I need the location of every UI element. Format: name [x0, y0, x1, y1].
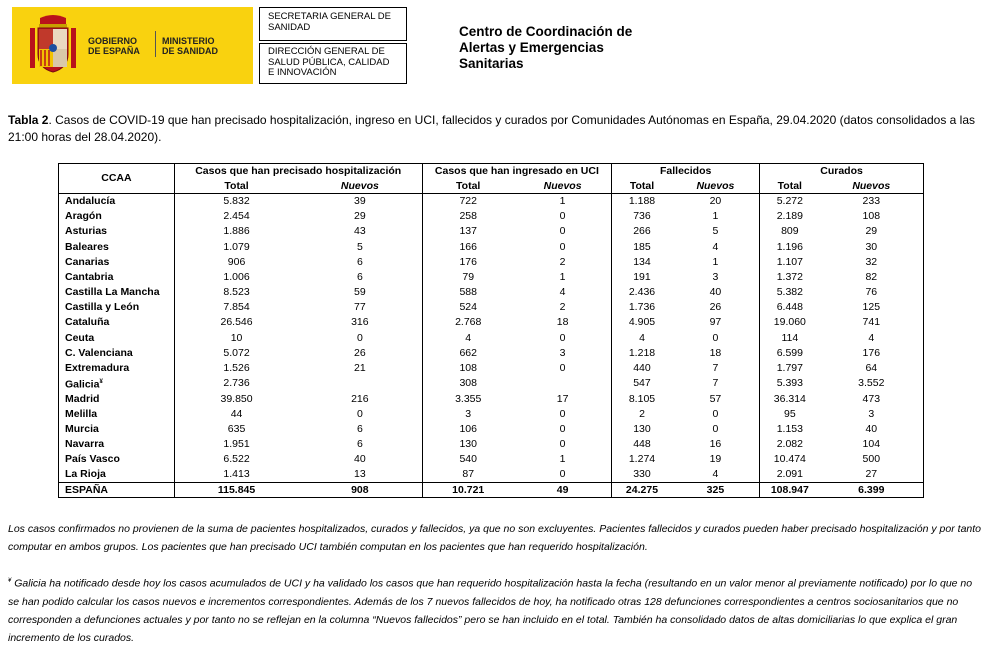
cell-nuevos: 0	[298, 331, 422, 346]
cell-total: 1.196	[776, 240, 803, 253]
table-row	[59, 315, 924, 330]
cell-total: 130	[633, 423, 651, 436]
note-galicia-text: Galicia ha notificado desde hoy los casos acumulados de UCI y ha validado los casos que han requerido hospitalización hasta la fecha (resultando en un valor menor al previamente notificado) por lo que no se han podido calcular los casos nuevos e incrementos correspondientes. Además de los 7 nuevos fallecidos de hoy, ha notificado otras 128 defunciones correspondientes a centros sociosanitarios que no corresponden a defunciones actuales y por tanto no se reflejan en la columna “Nuevos fallecidos” pero se han incluido en el total. También ha consolidado datos de altas domiciliarias lo que explica el gran incremento de los curados.	[8, 577, 973, 644]
cell-total: 5.272	[776, 195, 803, 208]
cell-nuevos: 6	[298, 437, 422, 452]
cell-nuevos: 3	[820, 407, 924, 422]
cell-nuevos: 1	[514, 194, 612, 209]
direccion-box: DIRECCIÓN GENERAL DE SALUD PÚBLICA, CALIDAD E INNOVACIÓN	[259, 43, 407, 84]
cell-nuevos: 39	[298, 194, 422, 209]
table-row	[59, 239, 924, 254]
ccaa-name	[59, 300, 175, 315]
cell-total: 1.797	[776, 362, 803, 375]
ccaa-name-text: Melilla	[65, 407, 98, 420]
cell-total: 2.436	[628, 286, 656, 299]
ccaa-name	[59, 407, 175, 422]
coat-of-arms-icon	[30, 14, 76, 76]
cell-nuevos: 0	[514, 437, 612, 452]
table-row	[59, 437, 924, 452]
ccaa-name	[59, 346, 175, 361]
cell-nuevos: 29	[298, 209, 422, 224]
cell-total: 185	[633, 240, 651, 253]
cell-nuevos: 176	[820, 346, 924, 361]
group-header-uci: Casos que han ingresado en UCI	[422, 164, 612, 179]
cell-nuevos: 500	[820, 452, 924, 467]
cell-total: 1.107	[776, 255, 803, 268]
note-galicia	[8, 572, 984, 647]
ccaa-name-text: País Vasco	[65, 453, 120, 466]
table-row	[59, 331, 924, 346]
cell-nuevos: 64	[820, 361, 924, 376]
note-general: Los casos confirmados no provienen de la suma de pacientes hospitalizados, curados y fallecidos, ya que no son excluyentes. Pacientes fallecidos y curados pueden haber precisado hospitalización y por tanto computar en ambos grupos. Los pacientes que han precisado UCI también computan en los pacientes que han requerido hospitalización.	[8, 523, 982, 553]
cell-nuevos: 7	[672, 361, 760, 376]
cell-total: 108	[459, 362, 477, 375]
cell-nuevos: 741	[820, 315, 924, 330]
ccaa-name	[59, 361, 175, 376]
table-row	[59, 194, 924, 209]
ccaa-name	[59, 315, 175, 330]
cell-nuevos: 125	[820, 300, 924, 315]
cell-nuevos: 1	[514, 452, 612, 467]
ccaa-name	[59, 437, 175, 452]
cell-total: 130	[459, 438, 477, 451]
subheader-nuevos: Nuevos	[672, 179, 760, 194]
cell-nuevos: 16	[672, 437, 760, 452]
ccaa-name-text: C. Valenciana	[65, 346, 133, 359]
cell-total: 2	[639, 407, 645, 420]
cell-nuevos: 26	[298, 346, 422, 361]
cell-nuevos: 108	[820, 209, 924, 224]
ccaa-name-text: Canarias	[65, 255, 110, 268]
ccaa-name	[59, 194, 175, 209]
table-row	[59, 255, 924, 270]
cell-total: 134	[633, 255, 651, 268]
note-mark: ¥	[8, 578, 12, 584]
cell-total: 10	[230, 331, 243, 344]
cell-nuevos: 0	[514, 361, 612, 376]
cell-total: 2.768	[455, 316, 482, 329]
cell-nuevos: 1	[514, 270, 612, 285]
cell-total: 6.599	[776, 346, 803, 359]
caption-text: . Casos de COVID-19 que han precisado hospitalización, ingreso en UCI, fallecidos y curados por Comunidades Autónomas en España, 29.04.2020 (datos consolidados a las 21:00 horas del 28.04.2020).	[8, 113, 976, 144]
subheader-total: Total	[760, 179, 820, 194]
cell-nuevos: 59	[298, 285, 422, 300]
cell-nuevos: 27	[820, 468, 924, 483]
cell-nuevos: 6.399	[820, 483, 924, 498]
cell-total: 191	[633, 270, 651, 283]
cell-nuevos: 30	[820, 239, 924, 254]
cell-nuevos: 29	[820, 224, 924, 239]
cell-nuevos: 325	[672, 483, 760, 498]
cell-nuevos: 0	[514, 331, 612, 346]
cell-nuevos: 5	[298, 239, 422, 254]
cell-total: 809	[781, 225, 799, 238]
cell-nuevos: 6	[298, 255, 422, 270]
cell-total: 3	[465, 407, 472, 420]
cell-total: 3.355	[455, 392, 482, 405]
ccaa-name-text: Aragón	[65, 210, 102, 223]
ccaa-name	[59, 331, 175, 346]
ccaa-name	[59, 376, 175, 392]
cell-total: 635	[227, 423, 246, 436]
cell-nuevos: 7	[672, 376, 760, 392]
cell-nuevos: 0	[514, 422, 612, 437]
ccaa-name	[59, 255, 175, 270]
subheader-nuevos: Nuevos	[820, 179, 924, 194]
logo-divider	[155, 31, 156, 57]
table-caption	[8, 112, 984, 146]
ccaa-name	[59, 285, 175, 300]
ccaa-name	[59, 392, 175, 407]
cell-nuevos: 0	[514, 407, 612, 422]
cell-nuevos: 3	[514, 346, 612, 361]
cell-total: 7.854	[223, 301, 250, 314]
cell-total: 2.091	[776, 468, 803, 481]
cell-total: 19.060	[773, 316, 806, 329]
cell-total: 166	[459, 240, 477, 253]
cell-total: 137	[459, 225, 477, 238]
cell-nuevos: 3.552	[820, 376, 924, 392]
cell-total: 6.522	[223, 453, 250, 466]
cell-nuevos: 908	[298, 483, 422, 498]
table-row	[59, 407, 924, 422]
cell-total: 5.393	[776, 377, 803, 390]
cell-total: 1.736	[628, 301, 656, 314]
cell-nuevos: 76	[820, 285, 924, 300]
cell-total: 5.072	[223, 346, 250, 359]
cell-nuevos: 40	[298, 452, 422, 467]
cell-nuevos: 2	[514, 255, 612, 270]
table-row	[59, 468, 924, 483]
cell-total: 1.372	[776, 270, 803, 283]
cell-total: 2.736	[223, 377, 250, 390]
cell-nuevos: 26	[672, 300, 760, 315]
cell-nuevos: 0	[514, 224, 612, 239]
table-row	[59, 392, 924, 407]
cell-nuevos: 104	[820, 437, 924, 452]
ccaa-name	[59, 452, 175, 467]
ccaa-name	[59, 468, 175, 483]
cell-total: 44	[230, 407, 243, 420]
subheader-total: Total	[422, 179, 514, 194]
table-row	[59, 270, 924, 285]
cell-total: 588	[459, 286, 477, 299]
table-row	[59, 346, 924, 361]
cell-nuevos: 0	[672, 407, 760, 422]
subheader-nuevos: Nuevos	[298, 179, 422, 194]
cell-nuevos: 0	[672, 422, 760, 437]
cell-nuevos: 40	[820, 422, 924, 437]
ccaa-name-text: Castilla y León	[65, 301, 140, 314]
cell-nuevos: 1	[672, 255, 760, 270]
cell-nuevos: 57	[672, 392, 760, 407]
cell-total: 114	[781, 331, 799, 344]
center-title: Centro de Coordinación de Alertas y Emergencias Sanitarias	[459, 24, 633, 71]
ccaa-name-text: Andalucía	[65, 195, 116, 208]
ccaa-name	[59, 483, 175, 498]
cell-nuevos: 216	[298, 392, 422, 407]
cell-total: 547	[633, 377, 651, 390]
ccaa-name-text: Baleares	[65, 240, 109, 253]
cell-total: 258	[459, 210, 477, 223]
ccaa-name-text: Cataluña	[65, 316, 110, 329]
ccaa-name-text: Castilla La Mancha	[65, 286, 160, 299]
cell-nuevos: 4	[820, 331, 924, 346]
cell-total: 108.947	[760, 483, 820, 498]
cell-total: 1.079	[223, 240, 250, 253]
cell-total: 5.832	[223, 195, 250, 208]
cell-nuevos: 6	[298, 270, 422, 285]
cell-total: 266	[633, 225, 651, 238]
table-row	[59, 376, 924, 392]
group-header-hosp: Casos que han precisado hospitalización	[174, 164, 422, 179]
cell-total: 8.523	[223, 286, 250, 299]
cell-nuevos: 6	[298, 422, 422, 437]
cell-nuevos: 21	[298, 361, 422, 376]
cell-nuevos: 1	[672, 209, 760, 224]
cell-total: 106	[459, 423, 477, 436]
gov-text-ministerio: MINISTERIO DE SANIDAD	[162, 36, 219, 56]
cell-total: 39.850	[220, 392, 253, 405]
cell-total: 1.951	[223, 438, 250, 451]
cell-nuevos: 77	[298, 300, 422, 315]
ccaa-name-text: Galicia	[65, 378, 100, 391]
table-row	[59, 361, 924, 376]
table-row	[59, 300, 924, 315]
cell-total: 540	[459, 453, 477, 466]
table-row	[59, 285, 924, 300]
cell-nuevos: 4	[672, 239, 760, 254]
cell-nuevos: 0	[298, 407, 422, 422]
cell-nuevos: 4	[514, 285, 612, 300]
ccaa-name-text: Madrid	[65, 392, 100, 405]
cell-total: 2.454	[223, 210, 250, 223]
cell-total: 1.526	[223, 362, 250, 375]
cell-total: 4.905	[628, 316, 656, 329]
cell-total: 79	[462, 270, 475, 283]
cell-nuevos	[298, 376, 422, 392]
cell-total: 440	[633, 362, 651, 375]
cell-total: 1.218	[628, 346, 656, 359]
group-header-fallecidos: Fallecidos	[612, 164, 760, 179]
cell-nuevos: 0	[514, 239, 612, 254]
cell-total: 10.474	[773, 453, 806, 466]
cell-total: 36.314	[773, 392, 806, 405]
cell-total: 26.546	[220, 316, 253, 329]
cell-nuevos: 5	[672, 224, 760, 239]
cell-nuevos: 2	[514, 300, 612, 315]
cell-total: 10.721	[422, 483, 514, 498]
cell-total: 5.382	[776, 286, 803, 299]
ccaa-name-text: Cantabria	[65, 270, 114, 283]
cell-total: 662	[459, 346, 477, 359]
ccaa-name-text: Extremadura	[65, 362, 130, 375]
ccaa-name	[59, 209, 175, 224]
cell-total: 524	[459, 301, 477, 314]
caption-label: Tabla 2	[8, 113, 49, 127]
covid-table	[58, 163, 924, 498]
table-row	[59, 452, 924, 467]
cell-total: 2.189	[776, 210, 803, 223]
cell-nuevos: 19	[672, 452, 760, 467]
cell-total: 1.886	[223, 225, 250, 238]
subheader-row	[59, 179, 924, 194]
group-header-curados: Curados	[760, 164, 924, 179]
cell-nuevos: 82	[820, 270, 924, 285]
ccaa-name	[59, 239, 175, 254]
cell-nuevos: 18	[672, 346, 760, 361]
cell-total: 2.082	[776, 438, 803, 451]
gov-text-espana: GOBIERNO DE ESPAÑA	[88, 36, 140, 56]
cell-nuevos: 233	[820, 194, 924, 209]
ccaa-name-text: Ceuta	[65, 331, 95, 344]
cell-nuevos: 32	[820, 255, 924, 270]
cell-nuevos: 18	[514, 315, 612, 330]
cell-total: 448	[633, 438, 651, 451]
ccaa-header: CCAA	[59, 164, 175, 194]
table-row	[59, 422, 924, 437]
cell-nuevos: 0	[514, 468, 612, 483]
cell-nuevos: 3	[672, 270, 760, 285]
subheader-total: Total	[612, 179, 672, 194]
cell-nuevos: 49	[514, 483, 612, 498]
government-logo-block	[12, 7, 253, 84]
ccaa-name	[59, 422, 175, 437]
ccaa-name-text: La Rioja	[65, 468, 106, 481]
ccaa-name-text: ESPAÑA	[65, 483, 108, 496]
cell-nuevos: 0	[672, 331, 760, 346]
cell-total: 176	[459, 255, 477, 268]
cell-total: 736	[633, 210, 651, 223]
secretaria-box: SECRETARIA GENERAL DE SANIDAD	[259, 7, 407, 41]
ccaa-name	[59, 224, 175, 239]
table-total-row	[59, 483, 924, 498]
cell-total: 4	[465, 331, 472, 344]
cell-nuevos: 473	[820, 392, 924, 407]
ccaa-name-text: Navarra	[65, 438, 105, 451]
cell-nuevos: 97	[672, 315, 760, 330]
cell-nuevos: 316	[298, 315, 422, 330]
cell-total: 87	[462, 468, 475, 481]
cell-total: 1.274	[628, 453, 656, 466]
cell-nuevos: 17	[514, 392, 612, 407]
subheader-total: Total	[174, 179, 298, 194]
cell-total: 8.105	[628, 392, 656, 405]
cell-nuevos: 20	[672, 194, 760, 209]
cell-total: 1.413	[223, 468, 250, 481]
cell-total: 1.188	[628, 195, 656, 208]
footnote-mark: ¥	[99, 379, 103, 386]
cell-total: 1.006	[223, 270, 250, 283]
cell-nuevos: 40	[672, 285, 760, 300]
table-row	[59, 224, 924, 239]
cell-nuevos: 0	[514, 209, 612, 224]
cell-total: 95	[783, 407, 796, 420]
cell-nuevos: 4	[672, 468, 760, 483]
subheader-nuevos: Nuevos	[514, 179, 612, 194]
cell-total: 906	[227, 255, 246, 268]
cell-total: 6.448	[776, 301, 803, 314]
ccaa-name	[59, 270, 175, 285]
ccaa-name-text: Murcia	[65, 423, 99, 436]
cell-total: 330	[633, 468, 651, 481]
cell-total: 4	[639, 331, 645, 344]
cell-nuevos	[514, 376, 612, 392]
ccaa-name-text: Asturias	[65, 225, 108, 238]
cell-total: 24.275	[612, 483, 672, 498]
cell-nuevos: 43	[298, 224, 422, 239]
table-body	[59, 194, 924, 498]
cell-total: 308	[459, 377, 477, 390]
table-row	[59, 209, 924, 224]
cell-nuevos: 13	[298, 468, 422, 483]
cell-total: 722	[459, 195, 477, 208]
cell-total: 1.153	[776, 423, 803, 436]
cell-total: 115.845	[174, 483, 298, 498]
